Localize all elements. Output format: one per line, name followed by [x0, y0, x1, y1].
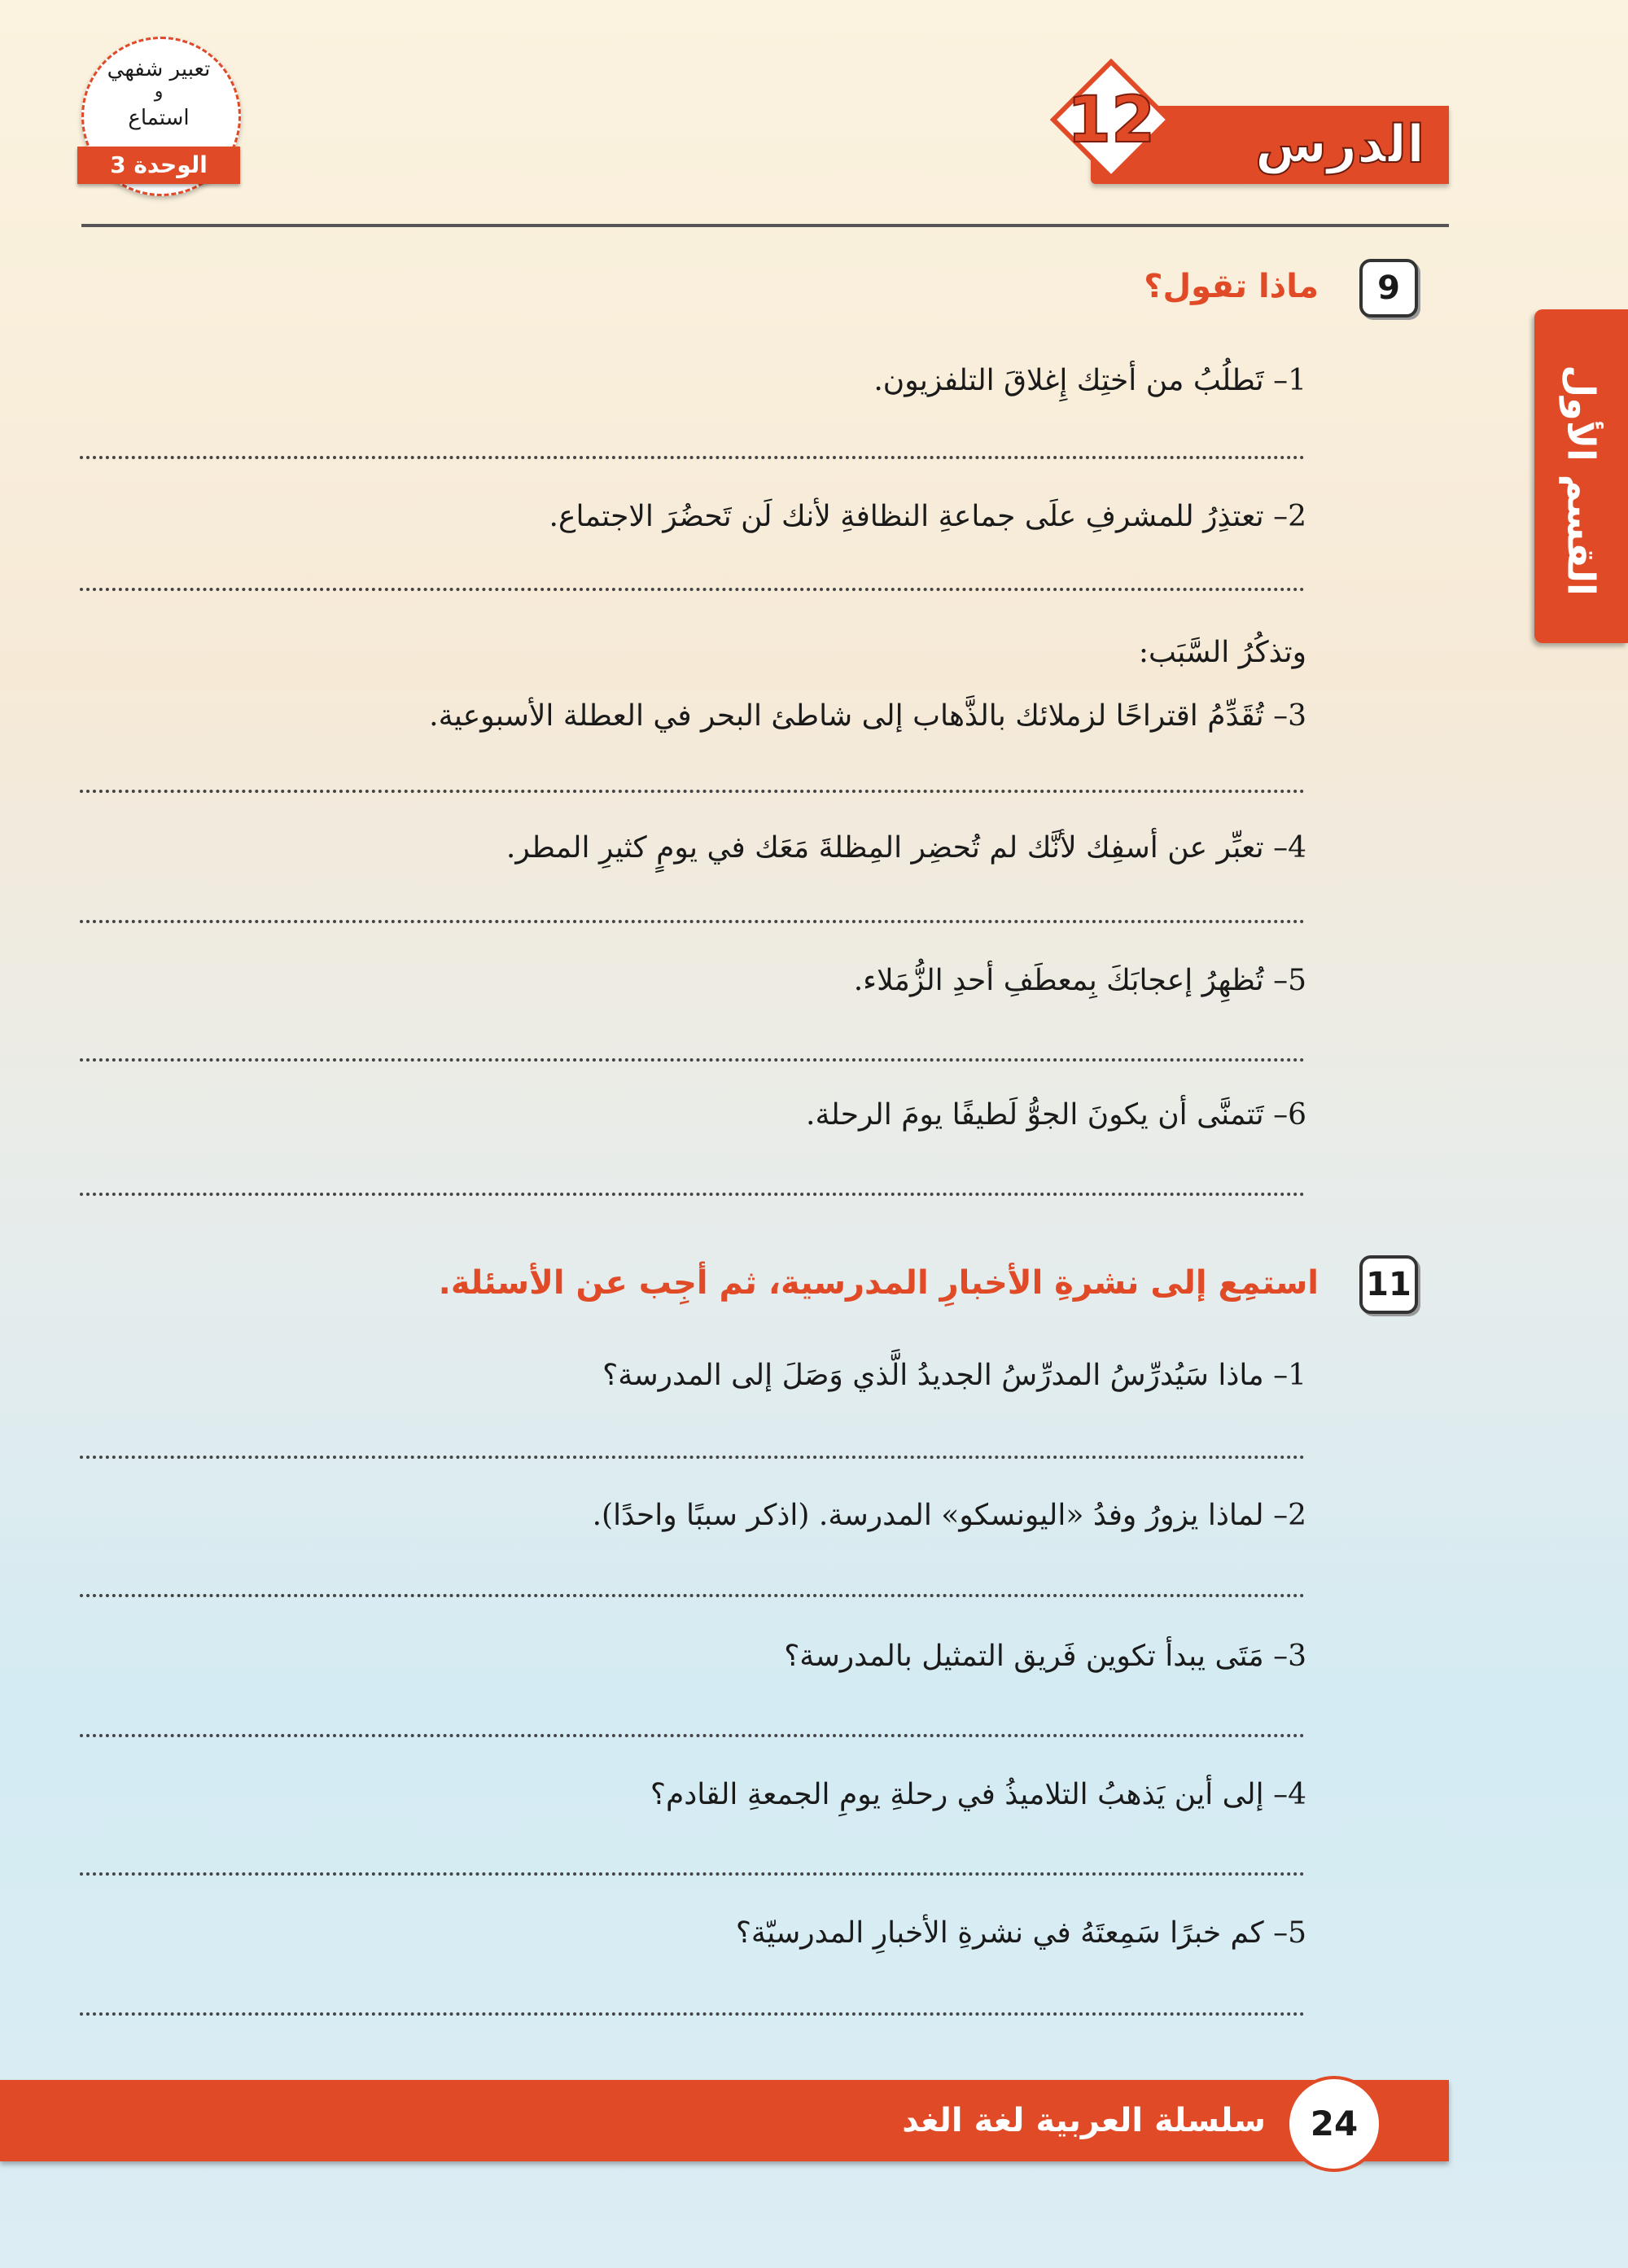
exercise-number-11: 11 [1359, 1255, 1418, 1314]
answer-line[interactable] [80, 1456, 1305, 1459]
answer-line[interactable] [80, 456, 1305, 459]
badge-line-1: تعبير شفهي [107, 57, 211, 81]
answer-line[interactable] [80, 1594, 1305, 1597]
lesson-title: الدرس [1254, 115, 1424, 175]
answer-line[interactable] [80, 1058, 1305, 1062]
exercise-9-item-2: 2– تعتذِرُ للمشرفِ علَى جماعةِ النظافةِ لأنك لَن تَحضُرَ الاجتماع. [549, 500, 1306, 533]
exercise-9-item-5: 5– تُظهِرُ إعجابَكَ بِمعطَفِ أحدِ الزُّمَلاء. [853, 964, 1306, 997]
unit-label: الوحدة 3 [77, 147, 240, 184]
exercise-11-item-2: 2– لماذا يزورُ وفدُ «اليونسكو» المدرسة. (اذكر سببًا واحدًا). [592, 1499, 1306, 1532]
series-title: سلسلة العربية لغة الغد [902, 2102, 1266, 2139]
exercise-9-title: ماذا تقول؟ [1144, 268, 1319, 305]
badge-line-2: و [154, 81, 164, 102]
exercise-9-note: وتذكُرُ السَّبَب: [1138, 636, 1306, 669]
badge-line-3: استماع [128, 106, 190, 130]
exercise-11-title: استمِع إلى نشرةِ الأخبارِ المدرسية، ثم أجِب عن الأسئلة. [438, 1264, 1319, 1302]
exercise-11-item-5: 5– كم خبرًا سَمِعتَهُ في نشرةِ الأخبارِ المدرسيّة؟ [735, 1916, 1306, 1950]
lesson-number: 12 [1066, 84, 1156, 157]
answer-line[interactable] [80, 920, 1305, 923]
exercise-9-item-4: 4– تعبِّر عن أسفِك لأنَّك لم تُحضِر المِظلةَ مَعَك في يومٍ كثيرِ المطر. [505, 831, 1306, 865]
answer-line[interactable] [80, 588, 1305, 591]
exercise-number-9: 9 [1359, 259, 1418, 317]
exercise-11-item-3: 3– مَتَى يبدأ تكوين فَريق التمثيل بالمدرسة؟ [784, 1640, 1306, 1673]
exercise-11-item-1: 1– ماذا سَيُدرِّسُ المدرِّسُ الجديدُ الَّذي وَصَلَ إلى المدرسة؟ [602, 1359, 1306, 1392]
answer-line[interactable] [80, 1193, 1305, 1196]
section-side-tab-label: القسم الأول [1559, 365, 1604, 596]
header-divider [81, 224, 1449, 227]
answer-line[interactable] [80, 2012, 1305, 2016]
answer-line[interactable] [80, 790, 1305, 793]
exercise-11-item-4: 4– إلى أين يَذهبُ التلاميذُ في رحلةِ يومِ الجمعةِ القادم؟ [650, 1778, 1306, 1811]
answer-line[interactable] [80, 1872, 1305, 1876]
exercise-9-item-3: 3– تُقَدِّمُ اقتراحًا لزملائك بالذَّهاب إلى شاطئ البحر في العطلة الأسبوعية. [429, 699, 1306, 733]
page-number: 24 [1286, 2076, 1382, 2172]
exercise-9-item-6: 6– تَتمنَّى أن يكونَ الجوُّ لَطيفًا يومَ الرحلة. [806, 1098, 1306, 1132]
answer-line[interactable] [80, 1734, 1305, 1737]
exercise-9-item-1: 1– تَطلُبُ من أختِك إِغلاقَ التلفزيون. [873, 364, 1306, 397]
